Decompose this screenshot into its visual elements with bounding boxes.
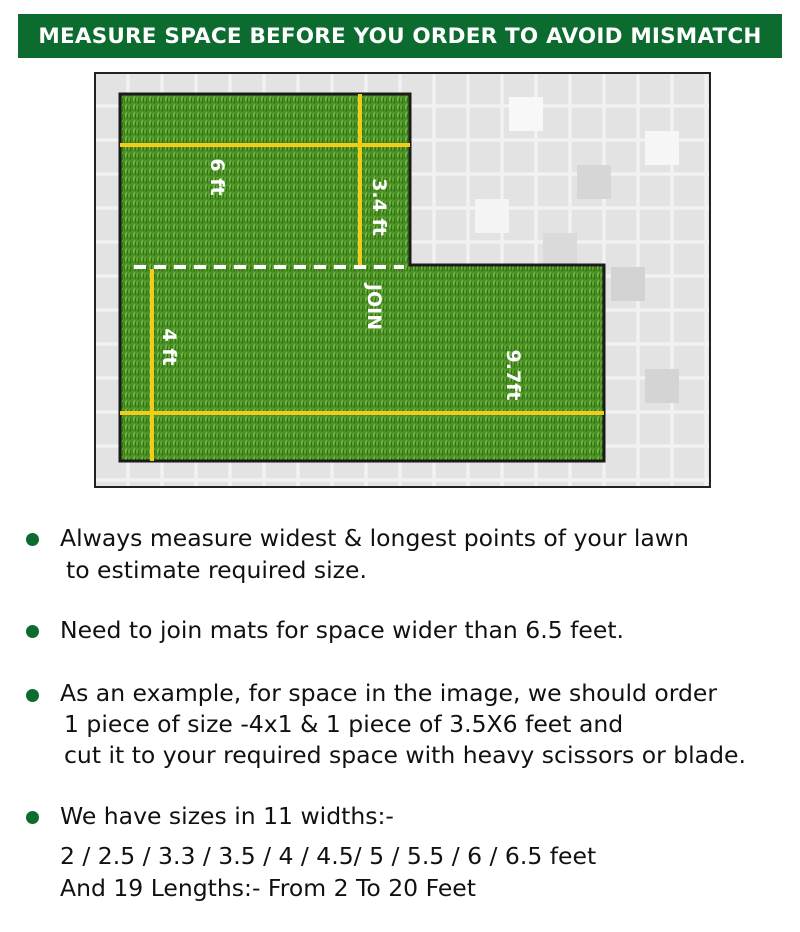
banner-title: MEASURE SPACE BEFORE YOU ORDER TO AVOID MISMATCH	[38, 23, 762, 49]
label-4ft: 4 ft	[158, 328, 180, 366]
bullet-text: We have sizes in 11 widths:-	[60, 802, 394, 830]
label-9-7ft: 9.7ft	[502, 349, 524, 401]
label-6ft: 6 ft	[206, 158, 228, 196]
bullet-icon	[26, 625, 39, 638]
bullet-text: Need to join mats for space wider than 6.5 feet.	[60, 616, 624, 644]
sizes-widths-list: 2 / 2.5 / 3.3 / 3.5 / 4 / 4.5/ 5 / 5.5 / 6 / 6.5 feet	[60, 842, 597, 870]
bullet-icon	[26, 533, 39, 546]
bullet-text: 1 piece of size -4x1 & 1 piece of 3.5X6 feet and	[64, 710, 624, 738]
label-join: JOIN	[363, 283, 385, 331]
bullet-text: cut it to your required space with heavy scissors or blade.	[64, 741, 746, 769]
bullet-icon	[26, 811, 39, 824]
bullet-text: Always measure widest & longest points of your lawn	[60, 524, 689, 552]
bullet-text: As an example, for space in the image, we should order	[60, 679, 718, 707]
bullet-text: to estimate required size.	[66, 556, 367, 584]
label-3-4ft: 3.4 ft	[368, 178, 390, 236]
bullet-icon	[26, 689, 39, 702]
sizes-lengths-text: And 19 Lengths:- From 2 To 20 Feet	[60, 874, 476, 902]
